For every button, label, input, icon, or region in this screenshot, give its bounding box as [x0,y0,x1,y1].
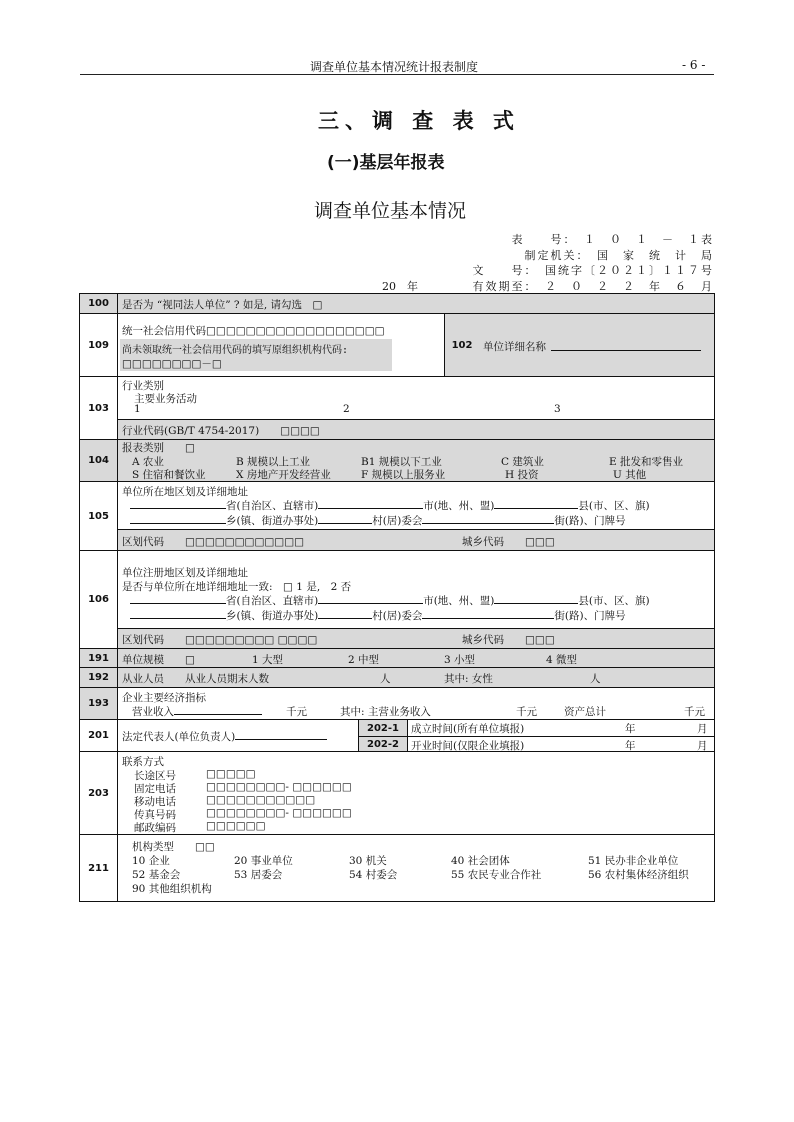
location-title: 单位所在地区划及详细地址 [122,486,248,498]
size-option: 1 大型 [252,654,284,666]
registered-line-2[interactable]: 乡(镇、街道办事处) 村(居)委会 街(路)、门牌号 [130,608,626,623]
row-100 [80,294,714,314]
employees-unit[interactable]: 人 [380,673,391,685]
row-code: 103 [80,377,118,439]
registered-line-1[interactable]: 省(自治区、直辖市) 市(地、州、盟) 县(市、区、旗) [130,593,650,608]
valid-until: 有效期至： ２ ０ ２ ２ 年 ６ 月 [472,280,714,293]
row-code: 211 [80,835,118,901]
activity-2[interactable]: 2 [343,403,350,415]
report-year: 20 年 [382,280,418,293]
org-code-field[interactable]: □□□□□□□□－□ [122,358,222,370]
unit-label: 千元 [286,706,307,718]
contact-title: 联系方式 [122,756,164,768]
row-109 [80,314,714,377]
size-option: 2 中型 [348,654,380,666]
main-activity-label: 主要业务活动 [134,393,197,405]
row-192 [80,668,714,688]
report-type-field[interactable]: 报表类别 □ [122,442,195,454]
revenue-field[interactable]: 营业收入 [132,704,262,719]
org-type-option: 90 其他组织机构 [132,883,212,895]
opening-label: 开业时间(仅限企业填报) [411,740,525,752]
legal-rep-field[interactable]: 法定代表人(单位负责人) [122,729,327,744]
row-code: 102 [444,314,480,376]
unit-name-input[interactable] [551,350,701,351]
row-106 [80,551,714,649]
fax-input[interactable]: □□□□□□□□- □□□□□□ [206,807,352,819]
report-type-option: H 投资 [505,469,539,481]
established-month[interactable]: 月 [697,723,708,735]
established-year[interactable]: 年 [625,723,636,735]
org-type-option: 51 民办非企业单位 [588,855,679,867]
area-code-label: 长途区号 [134,770,176,782]
unit-label: 千元 [684,706,705,718]
org-type-option: 53 居委会 [234,869,283,881]
row-code: 104 [80,440,118,481]
urban-code-field[interactable]: 城乡代码 □□□ [462,536,555,548]
report-type-option: A 农业 [132,456,164,468]
row-105 [80,482,714,551]
female-unit[interactable]: 人 [590,673,601,685]
industry-title: 行业类别 [122,380,164,392]
row-code: 193 [80,688,118,719]
same-address-field[interactable]: 是否与单位所在地详细地址一致: □ 1 是, 2 否 [122,581,352,593]
org-type-option: 40 社会团体 [451,855,510,867]
size-option: 4 微型 [546,654,578,666]
org-type-field[interactable]: 机构类型 □□ [132,841,215,853]
row-211 [80,835,714,901]
credit-code-field[interactable]: 统一社会信用代码□□□□□□□□□□□□□□□□□□ [122,325,385,337]
opening-month[interactable]: 月 [697,740,708,752]
subsection-heading: (一)基层年报表 [327,153,445,173]
report-type-option: C 建筑业 [501,456,544,468]
row-code: 106 [80,551,118,648]
row-code: 202-2 [359,737,407,751]
row-code: 105 [80,482,118,550]
org-type-option: 55 农民专业合作社 [451,869,542,881]
row-code: 191 [80,649,118,667]
mobile-input[interactable]: □□□□□□□□□□□ [206,794,316,806]
econ-title: 企业主要经济指标 [122,692,206,704]
row-code: 203 [80,752,118,834]
urban-code-field[interactable]: 城乡代码 □□□ [462,634,555,646]
area-code-input[interactable]: □□□□□ [206,768,256,780]
location-line-1[interactable]: 省(自治区、直辖市) 市(地、州、盟) 县(市、区、旗) [130,498,650,513]
report-type-option: E 批发和零售业 [609,456,684,468]
report-type-option: X 房地产开发经营业 [236,469,331,481]
row-104 [80,440,714,482]
org-type-option: 30 机关 [349,855,387,867]
unit-size-field[interactable]: 单位规模 □ [122,654,195,666]
row-201 [80,720,714,752]
phone-input[interactable]: □□□□□□□□- □□□□□□ [206,781,352,793]
mobile-label: 移动电话 [134,796,176,808]
unit-label: 千元 [516,706,537,718]
area-code-field[interactable]: 区划代码 □□□□□□□□□□□□ [122,536,305,548]
org-code-note: 尚未领取统一社会信用代码的填写原组织机构代码: [122,345,349,356]
activity-1[interactable]: 1 [134,403,141,415]
assets-label[interactable]: 资产总计 [564,706,606,718]
report-type-option: B1 规模以下工业 [361,456,442,468]
section-heading: 三、调 查 表 式 [318,109,520,133]
row-code: 201 [80,720,118,751]
table-number: 表 号： １ ０ １ － １表 [511,233,714,246]
report-type-option: U 其他 [613,469,647,481]
document-number: 文 号： 国统字〔２０２１〕１１７号 [472,264,714,277]
zip-label: 邮政编码 [134,822,176,834]
org-type-option: 10 企业 [132,855,170,867]
row-code: 109 [80,314,118,376]
page-number: - 6 - [682,58,706,72]
main-revenue-label[interactable]: 其中: 主营业务收入 [340,706,431,718]
row-193 [80,688,714,720]
row-103 [80,377,714,440]
report-type-option: F 规模以上服务业 [361,469,446,481]
activity-3[interactable]: 3 [554,403,561,415]
fax-label: 传真号码 [134,809,176,821]
registered-title: 单位注册地区划及详细地址 [122,567,248,579]
form-title: 调查单位基本情况 [314,200,467,222]
unit-name-label: 单位详细名称 [483,341,546,353]
female-label: 其中: 女性 [444,673,493,685]
phone-label: 固定电话 [134,783,176,795]
org-type-option: 20 事业单位 [234,855,293,867]
org-type-option: 52 基金会 [132,869,181,881]
opening-year[interactable]: 年 [625,740,636,752]
header-rule [80,74,714,75]
report-type-option: S 住宿和餐饮业 [132,469,206,481]
row-191 [80,649,714,668]
legal-entity-checkbox-label[interactable]: 是否为 “视同法人单位” ? 如是, 请勾选 □ [122,299,323,311]
row-code: 202-1 [359,720,407,737]
issuing-authority: 制定机关： 国 家 统 计 局 [524,249,714,262]
row-203 [80,752,714,835]
row-code: 192 [80,668,118,687]
employees-label: 从业人员 从业人员期末人数 [122,673,269,685]
established-label: 成立时间(所有单位填报) [411,723,525,735]
document-title: 调查单位基本情况统计报表制度 [310,60,479,74]
zip-input[interactable]: □□□□□□ [206,820,266,832]
report-type-option: B 规模以上工业 [236,456,311,468]
area-code-field[interactable]: 区划代码 □□□□□□□□□ □□□□ [122,634,318,646]
location-line-2[interactable]: 乡(镇、街道办事处) 村(居)委会 街(路)、门牌号 [130,513,626,528]
row-code: 100 [80,294,118,313]
size-option: 3 小型 [444,654,476,666]
industry-code-field[interactable]: 行业代码(GB/T 4754-2017) □□□□ [122,425,320,437]
org-type-option: 54 村委会 [349,869,398,881]
org-type-option: 56 农村集体经济组织 [588,869,689,881]
survey-form [79,293,715,902]
